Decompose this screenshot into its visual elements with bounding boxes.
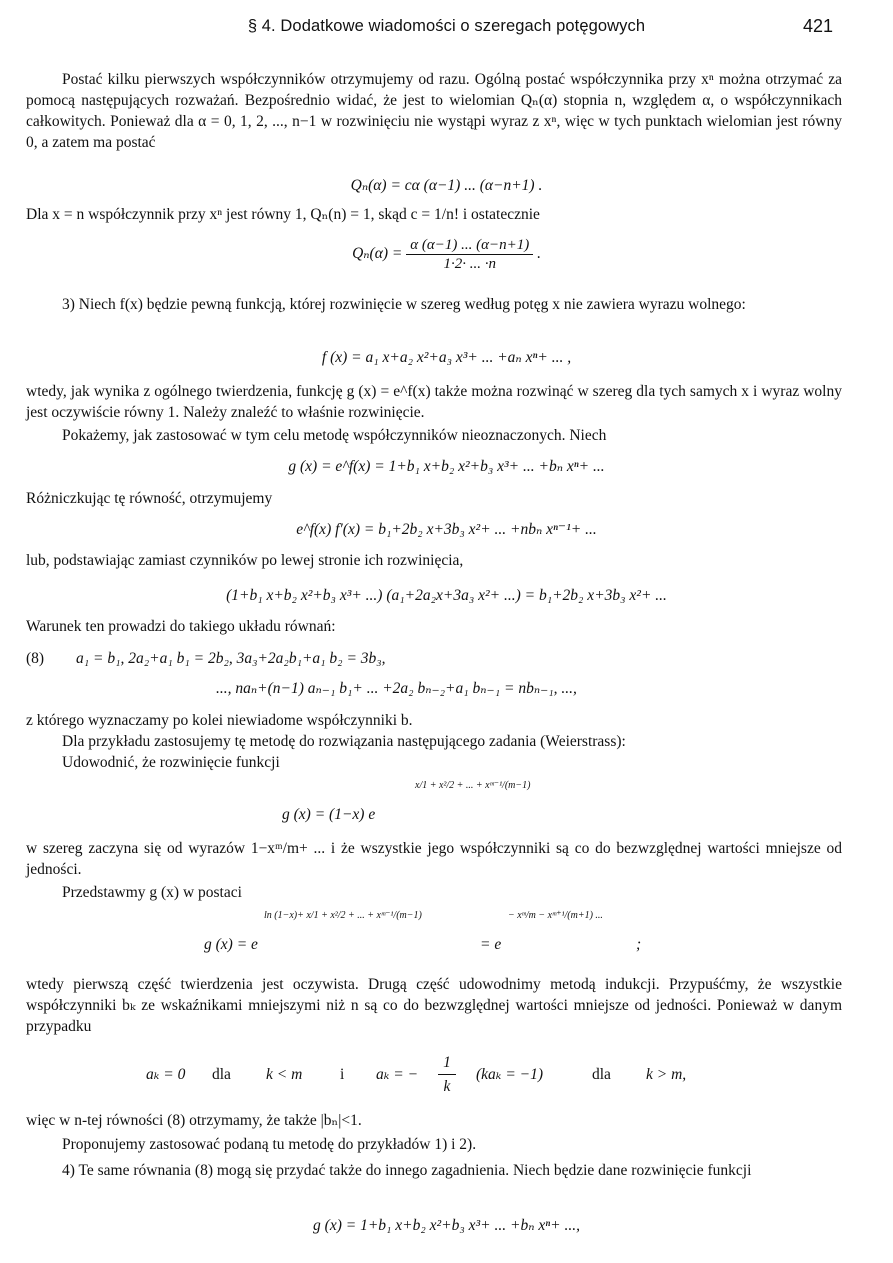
eq2-numerator: α (α−1) ... (α−n+1): [406, 236, 533, 255]
equation-derivative: e^f(x) f′(x) = b₁+2b₂ x+3b₃ x²+ ... +nbₙ xⁿ⁻¹+ ...: [296, 521, 597, 538]
eq10-dla-1: dla: [212, 1066, 231, 1083]
system-label: (8): [26, 650, 45, 667]
equation-q-poly: Qₙ(α) = cα (α−1) ... (α−n+1) .: [350, 177, 543, 194]
section-title: § 4. Dodatkowe wiadomości o szeregach potęgowych: [247, 17, 646, 35]
equation-a-coefficients: [0, 1052, 893, 1096]
eq10-paren: (kaₖ = −1): [476, 1066, 544, 1083]
paragraph-9: z którego wyznaczamy po kolei niewiadome współczynniki b.: [26, 712, 413, 729]
eq10-dla-2: dla: [592, 1066, 611, 1083]
paragraph-8: Warunek ten prowadzi do takiego układu równań:: [26, 618, 336, 635]
eq9-exponent-2: − xᵐ/m − xᵐ⁺¹/(m+1) ...: [508, 910, 603, 921]
equation-product: (1+b₁ x+b₂ x²+b₃ x³+ ...) (a₁+2a₂x+3a₃ x²+ ...) = b₁+2b₂ x+3b₃ x²+ ...: [226, 587, 667, 604]
paragraph-15: więc w n-tej równości (8) otrzymamy, że także |bₙ|<1.: [26, 1112, 362, 1129]
paragraph-5: Pokażemy, jak zastosować w tym celu metodę współczynników nieoznaczonych. Niech: [62, 427, 607, 444]
eq10-cond-1: k < m: [266, 1066, 303, 1083]
eq8-lhs: g (x) = (1−x) e: [282, 806, 376, 823]
equation-g-series: g (x) = e^f(x) = 1+b₁ x+b₂ x²+b₃ x³+ ... +bₙ xⁿ+ ...: [288, 458, 605, 475]
paragraph-17: 4) Te same równania (8) mogą się przydać także do innego zagadnienia. Niech będzie dane rozwinięcie funkcji: [62, 1162, 752, 1179]
eq2-tail: .: [537, 245, 541, 263]
equation-g-series-2: g (x) = 1+b₁ x+b₂ x²+b₃ x³+ ... +bₙ xⁿ+ ...,: [313, 1217, 580, 1234]
running-header: [0, 16, 893, 42]
eq9-exponent-1: ln (1−x)+ x/1 + x²/2 + ... + xᵐ⁻¹/(m−1): [264, 910, 422, 921]
equation-g-exponential: [0, 908, 893, 958]
eq2-lhs: Qₙ(α) =: [352, 245, 403, 263]
eq10-a-zero: aₖ = 0: [146, 1066, 186, 1083]
eq10-a-k: aₖ = −: [376, 1066, 419, 1083]
equation-weierstrass: [0, 780, 893, 830]
eq9-lhs: g (x) = e: [204, 936, 258, 953]
system-row-2: ..., naₙ+(n−1) aₙ₋₁ b₁+ ... +2a₂ bₙ₋₂+a₁ bₙ₋₁ = nbₙ₋₁, ...,: [216, 680, 577, 697]
paragraph-4: wtedy, jak wynika z ogólnego twierdzenia, funkcję g (x) = e^f(x) także można rozwinąć w szereg dla tych samych x i wyraz wolny jest oczywiście równy 1. Należy znaleźć to właśnie rozwinięcie.: [26, 383, 842, 421]
paragraph-10: Dla przykładu zastosujemy tę metodę do rozwiązania następującego zadania (Weierstrass):: [62, 733, 626, 750]
equation-f-series: f (x) = a₁ x+a₂ x²+a₃ x³+ ... +aₙ xⁿ+ ... ,: [321, 349, 572, 366]
eq2-fraction: [406, 236, 533, 273]
eq10-frac-bar: [438, 1074, 456, 1075]
paragraph-3: 3) Niech f(x) będzie pewną funkcją, której rozwinięcie w szereg według potęg x nie zawiera wyrazu wolnego:: [62, 296, 746, 313]
eq2-denominator: 1·2· ... ·n: [443, 256, 496, 272]
paragraph-2: Dla x = n współczynnik przy xⁿ jest równy 1, Qₙ(n) = 1, skąd c = 1/n! i ostatecznie: [26, 206, 540, 223]
paragraph-7: lub, podstawiając zamiast czynników po lewej stronie ich rozwinięcia,: [26, 552, 464, 569]
paragraph-12: w szereg zaczyna się od wyrazów 1−xᵐ/m+ ... i że wszystkie jego współczynniki są co do bezwzględnej wartości mniejsze od jedności.: [26, 840, 842, 878]
eq9-mid: = e: [480, 936, 502, 953]
eq10-cond-2: k > m,: [646, 1066, 687, 1083]
eq10-frac-num: 1: [443, 1054, 451, 1071]
page-number: 421: [802, 16, 833, 36]
paragraph-6: Różniczkując tę równość, otrzymujemy: [26, 490, 273, 507]
paragraph-11: Udowodnić, że rozwinięcie funkcji: [62, 754, 280, 771]
eq10-frac-den: k: [443, 1078, 451, 1095]
paragraph-16: Proponujemy zastosować podaną tu metodę do przykładów 1) i 2).: [62, 1136, 477, 1153]
eq9-tail: ;: [636, 936, 642, 953]
paragraph-13: Przedstawmy g (x) w postaci: [62, 884, 242, 901]
eq8-exponent: x/1 + x²/2 + ... + xᵐ⁻¹/(m−1): [415, 780, 531, 791]
equation-q-fraction: [0, 236, 893, 273]
system-row-1: a₁ = b₁, 2a₂+a₁ b₁ = 2b₂, 3a₃+2a₂b₁+a₁ b₂ = 3b₃,: [76, 650, 386, 667]
paragraph-14: wtedy pierwszą część twierdzenia jest oczywista. Drugą część udowodnimy metodą indukcji. Przypuśćmy, że wszystkie współczynniki bₖ ze wskaźnikami mniejszymi niż n są co do bezwzględnej wartości mniejsze od jedności. Ponieważ w danym przypadku: [26, 976, 842, 1035]
eq10-i: i: [340, 1066, 345, 1083]
paragraph-1: Postać kilku pierwszych współczynników otrzymujemy od razu. Ogólną postać współczynnika przy xⁿ można otrzymać za pomocą następujących rozważań. Bezpośrednio widać, że jest to wielomian Qₙ(α) stopnia n, względem α, o współczynnikach całkowitych. Ponieważ dla α = 0, 1, 2, ..., n−1 w rozwinięciu nie wystąpi wyraz z xⁿ, więc w tych punktach wielomian jest równy 0, a zatem ma postać: [26, 71, 842, 151]
